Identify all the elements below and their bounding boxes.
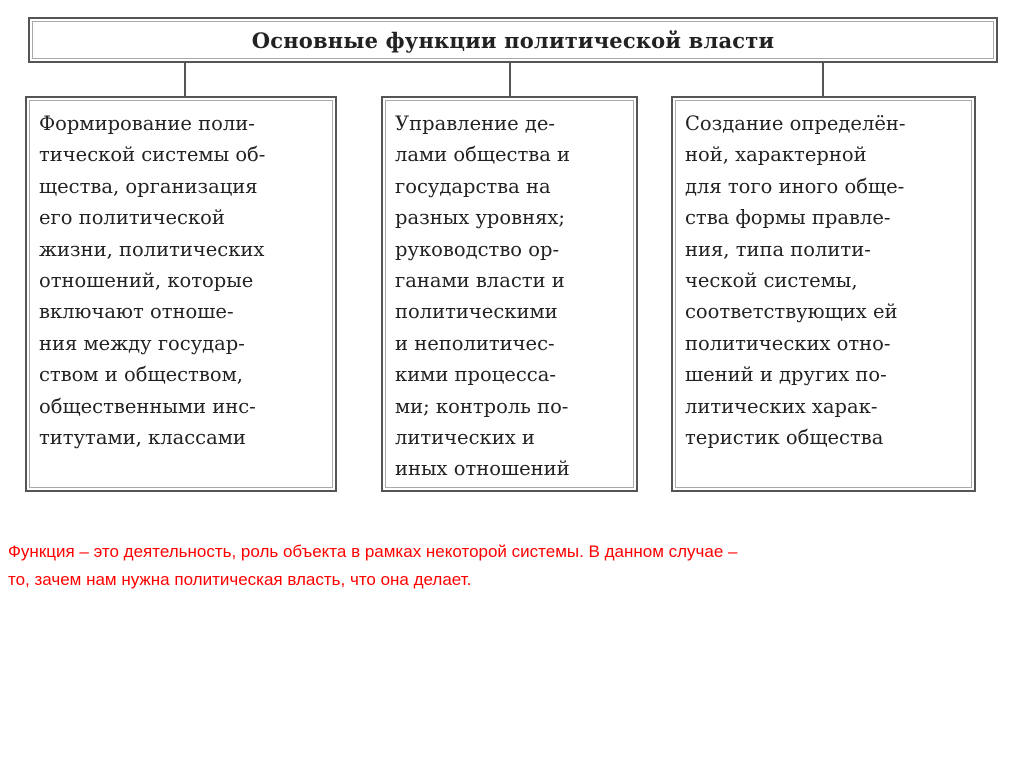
box-text-line: его политической [39,206,225,230]
box-text-line: политических отно- [685,331,891,355]
box-text-line: Формирование поли- [39,112,255,135]
box-text-line: шений и других по- [685,363,887,387]
box-text-line: общественными инс- [39,394,256,418]
box-text-line: и неполитичес- [395,331,555,355]
function-box-creation [671,96,976,492]
box-text-line: разных уровнях; [395,206,565,230]
box-text-line: ми; контроль по- [395,394,569,418]
box-text-line: теристик общества [685,426,884,450]
box-text-line: щества, организация [39,174,258,198]
box-text-line: лами общества и [395,143,571,167]
caption-line: Функция – это деятельность, роль объекта в рамках некоторой системы. В данном случае – [8,542,738,561]
slide-caption [0,538,1024,594]
box-text-line: тической системы об- [39,143,266,167]
box-text-line: иных отношений [395,457,570,481]
box-text-line: литических и [395,426,535,450]
box-text-line: включают отноше- [39,300,234,324]
box-text-line: отношений, которые [39,269,254,293]
box-text-line: ческой системы, [685,269,858,293]
function-box-management [381,96,638,492]
box-text-line: ной, характерной [685,143,867,167]
box-text-line: государства на [395,174,551,198]
box-text-line: ством и обществом, [39,363,243,387]
box-text-line: Управление де- [395,112,555,135]
diagram-title-box [28,17,998,63]
box-text-line: титутами, классами [39,426,246,450]
box-text-line: литических харак- [685,394,878,418]
function-box-formation [25,96,337,492]
box-text-line: кими процесса- [395,363,556,387]
caption-line: то, зачем нам нужна политическая власть, что она делает. [8,570,472,589]
box-text-line: жизни, политических [39,237,265,261]
box-text-line: для того иного обще- [685,174,905,198]
box-text-line: Создание определён- [685,112,906,135]
box-text-line: ния, типа полити- [685,237,871,261]
box-text-line: ния между государ- [39,331,245,355]
diagram-title: Основные функции политической власти [251,27,775,53]
box-text-line: ганами власти и [395,269,565,293]
box-text-line: соответствующих ей [685,300,898,324]
box-text-line: руководство ор- [395,237,560,261]
box-text-line: ства формы правле- [685,206,891,230]
box-text-line: политическими [395,300,558,324]
